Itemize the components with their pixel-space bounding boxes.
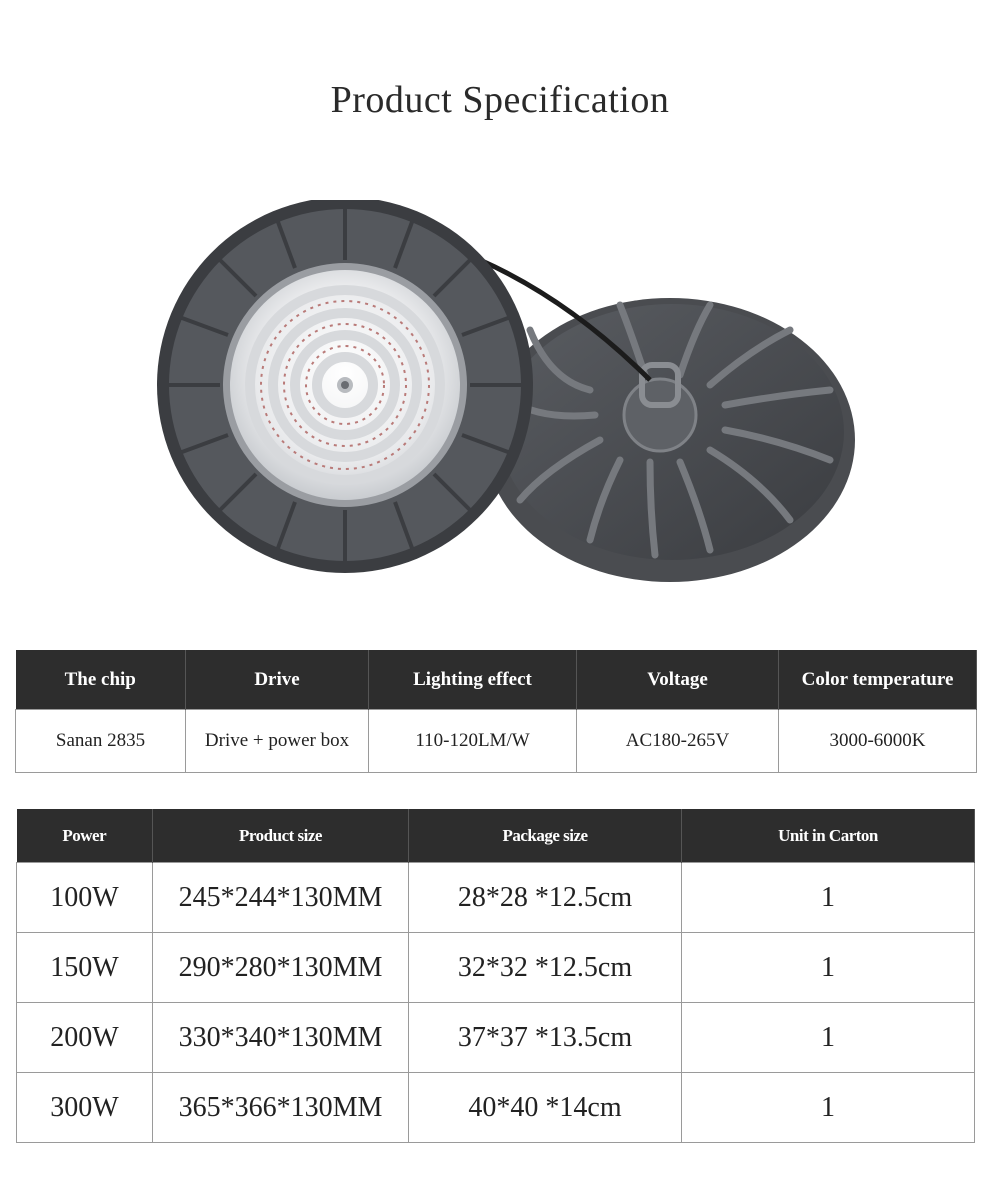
power-cell: 100W (17, 863, 153, 933)
package-size-cell: 40*40 *14cm (409, 1073, 682, 1143)
table-row (17, 1073, 975, 1143)
table-row (17, 1003, 975, 1073)
spec-row (16, 710, 977, 773)
ufo-high-bay-light-image (150, 200, 870, 590)
power-cell: 150W (17, 933, 153, 1003)
unit-in-carton-cell: 1 (682, 1073, 975, 1143)
lighting-effect-value: 110-120LM/W (369, 710, 577, 773)
header-product-size: Product size (153, 809, 409, 863)
header-unit-in-carton: Unit in Carton (682, 809, 975, 863)
drive-value: Drive + power box (186, 710, 369, 773)
lamp-front-view (157, 200, 533, 573)
power-cell: 200W (17, 1003, 153, 1073)
package-size-cell: 37*37 *13.5cm (409, 1003, 682, 1073)
header-lighting-effect: Lighting effect (369, 650, 577, 710)
header-chip: The chip (16, 650, 186, 710)
package-size-cell: 32*32 *12.5cm (409, 933, 682, 1003)
spec-header-row (16, 650, 977, 710)
product-size-cell: 245*244*130MM (153, 863, 409, 933)
table-row (17, 863, 975, 933)
power-cell: 300W (17, 1073, 153, 1143)
table-row (17, 933, 975, 1003)
product-size-cell: 330*340*130MM (153, 1003, 409, 1073)
unit-in-carton-cell: 1 (682, 1003, 975, 1073)
header-power: Power (17, 809, 153, 863)
page-title: Product Specification (330, 79, 670, 121)
size-table (16, 809, 975, 1143)
chip-value: Sanan 2835 (16, 710, 186, 773)
voltage-value: AC180-265V (577, 710, 779, 773)
header-drive: Drive (186, 650, 369, 710)
heatsink-back-view (480, 260, 855, 582)
size-header-row (17, 809, 975, 863)
header-color-temperature: Color temperature (779, 650, 977, 710)
product-size-cell: 365*366*130MM (153, 1073, 409, 1143)
header-voltage: Voltage (577, 650, 779, 710)
product-size-cell: 290*280*130MM (153, 933, 409, 1003)
package-size-cell: 28*28 *12.5cm (409, 863, 682, 933)
color-temperature-value: 3000-6000K (779, 710, 977, 773)
header-package-size: Package size (409, 809, 682, 863)
unit-in-carton-cell: 1 (682, 863, 975, 933)
spec-table (15, 650, 977, 773)
unit-in-carton-cell: 1 (682, 933, 975, 1003)
